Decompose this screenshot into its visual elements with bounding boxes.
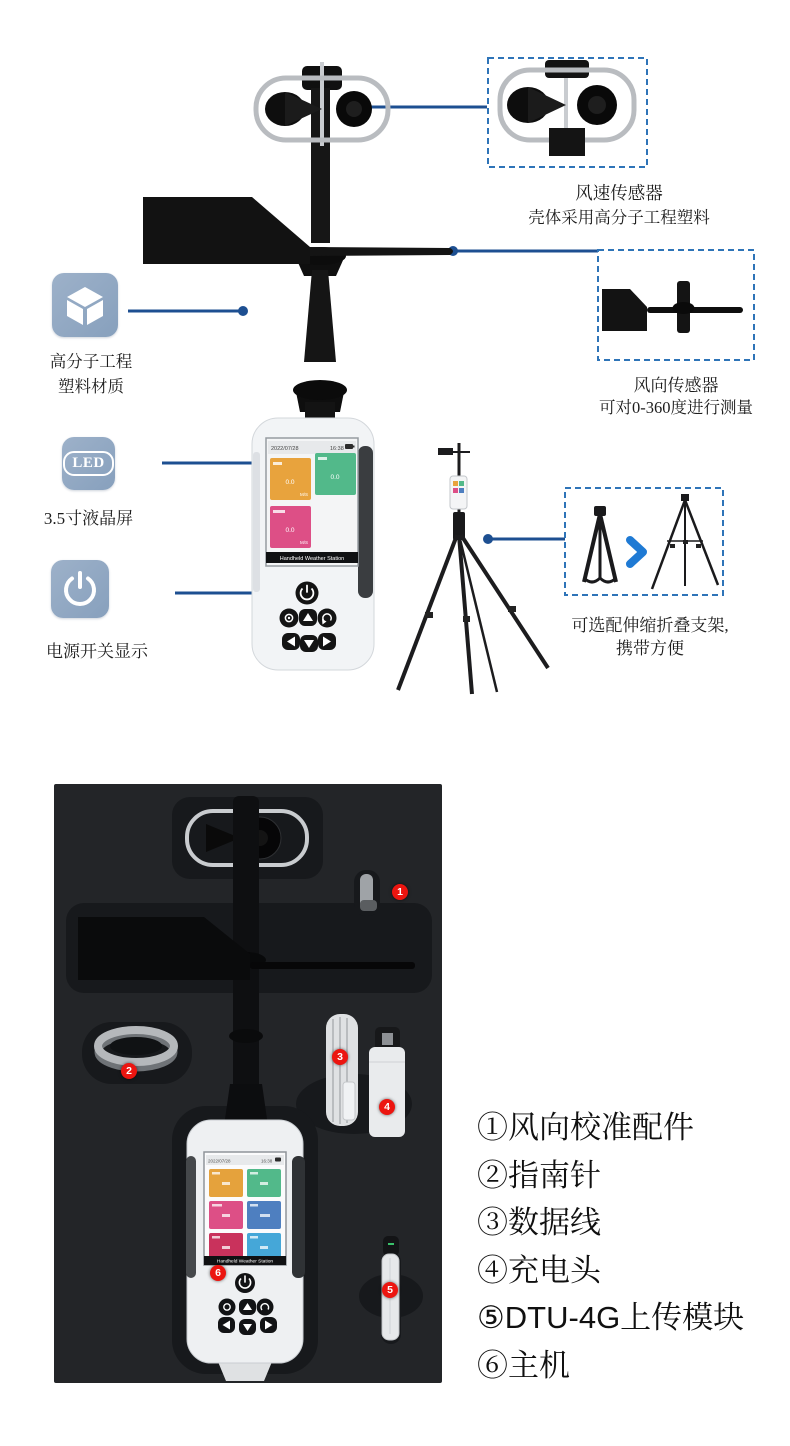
kit-charger [369, 1027, 405, 1137]
screen-tile-wind-direction [315, 453, 356, 495]
legend-item-5: ⑤DTU-4G上传模块 [477, 1300, 745, 1335]
label-wind-speed-sensor [479, 181, 759, 229]
wind-speed-subtitle: 壳体采用高分子工程塑料 [528, 208, 710, 227]
svg-text:0.0: 0.0 [330, 474, 340, 481]
svg-text:0.0: 0.0 [285, 479, 295, 486]
marker-3: 3 [332, 1049, 348, 1065]
label-tripod-option [540, 614, 760, 660]
marker-5: 5 [382, 1282, 398, 1298]
legend-item-4: ④充电头 [477, 1252, 601, 1288]
lcd-label: 3.5寸液晶屏 [43, 509, 134, 528]
label-power-switch [23, 639, 171, 664]
tripod [398, 443, 548, 694]
kit-data-cable [326, 1014, 358, 1126]
label-wind-direction-sensor [556, 375, 790, 418]
material-line1: 高分子工程 [49, 352, 133, 371]
kit-screen-time: 16:38 [261, 1158, 273, 1164]
label-material [18, 349, 164, 399]
cube-icon [52, 273, 118, 337]
svg-text:M/S: M/S [299, 540, 308, 545]
screen-time: 16:38 [330, 446, 344, 452]
kit-screen-brand: Handheld Weather Station [216, 1259, 274, 1265]
legend-item-1: ①风向校准配件 [477, 1110, 694, 1145]
wind-direction-subtitle: 可对0-360度进行测量 [599, 398, 753, 417]
anemometer-cups [256, 62, 388, 146]
wind-direction-title: 风向传感器 [633, 376, 719, 395]
material-line2: 塑料材质 [58, 377, 124, 396]
screen-brand: Handheld Weather Station [279, 556, 345, 562]
handheld-device [252, 418, 374, 670]
power-label: 电源开关显示 [46, 642, 148, 661]
led-badge-text: LED [63, 451, 113, 476]
legend-item-3: ③数据线 [477, 1205, 601, 1240]
screen-date: 2022/07/28 [271, 446, 299, 452]
return-button [318, 609, 337, 628]
wind-vane [143, 197, 453, 264]
wind-speed-title: 风速传感器 [575, 183, 663, 203]
screen-tile-instant-speed [270, 506, 311, 548]
marker-2: 2 [121, 1063, 137, 1079]
marker-1: 1 [392, 884, 408, 900]
power-icon [51, 560, 109, 618]
legend-item-2: ②指南针 [477, 1157, 601, 1193]
kit-main-unit [186, 1120, 305, 1363]
led-icon [62, 437, 115, 490]
svg-text:M/S: M/S [299, 492, 308, 497]
label-lcd [16, 506, 161, 531]
tripod-line2: 携带方便 [616, 639, 684, 658]
kit-legend [477, 1104, 744, 1389]
svg-text:0.0: 0.0 [285, 527, 295, 534]
screen-tile-wind-speed [270, 458, 311, 500]
tripod-line1: 可选配伸缩折叠支架, [571, 616, 729, 635]
marker-4: 4 [379, 1099, 395, 1115]
legend-item-6: ⑥主机 [477, 1347, 570, 1383]
marker-6: 6 [210, 1265, 226, 1281]
kit-screen-date: 2022/07/28 [208, 1158, 231, 1164]
kit-case-photo [54, 784, 442, 1383]
